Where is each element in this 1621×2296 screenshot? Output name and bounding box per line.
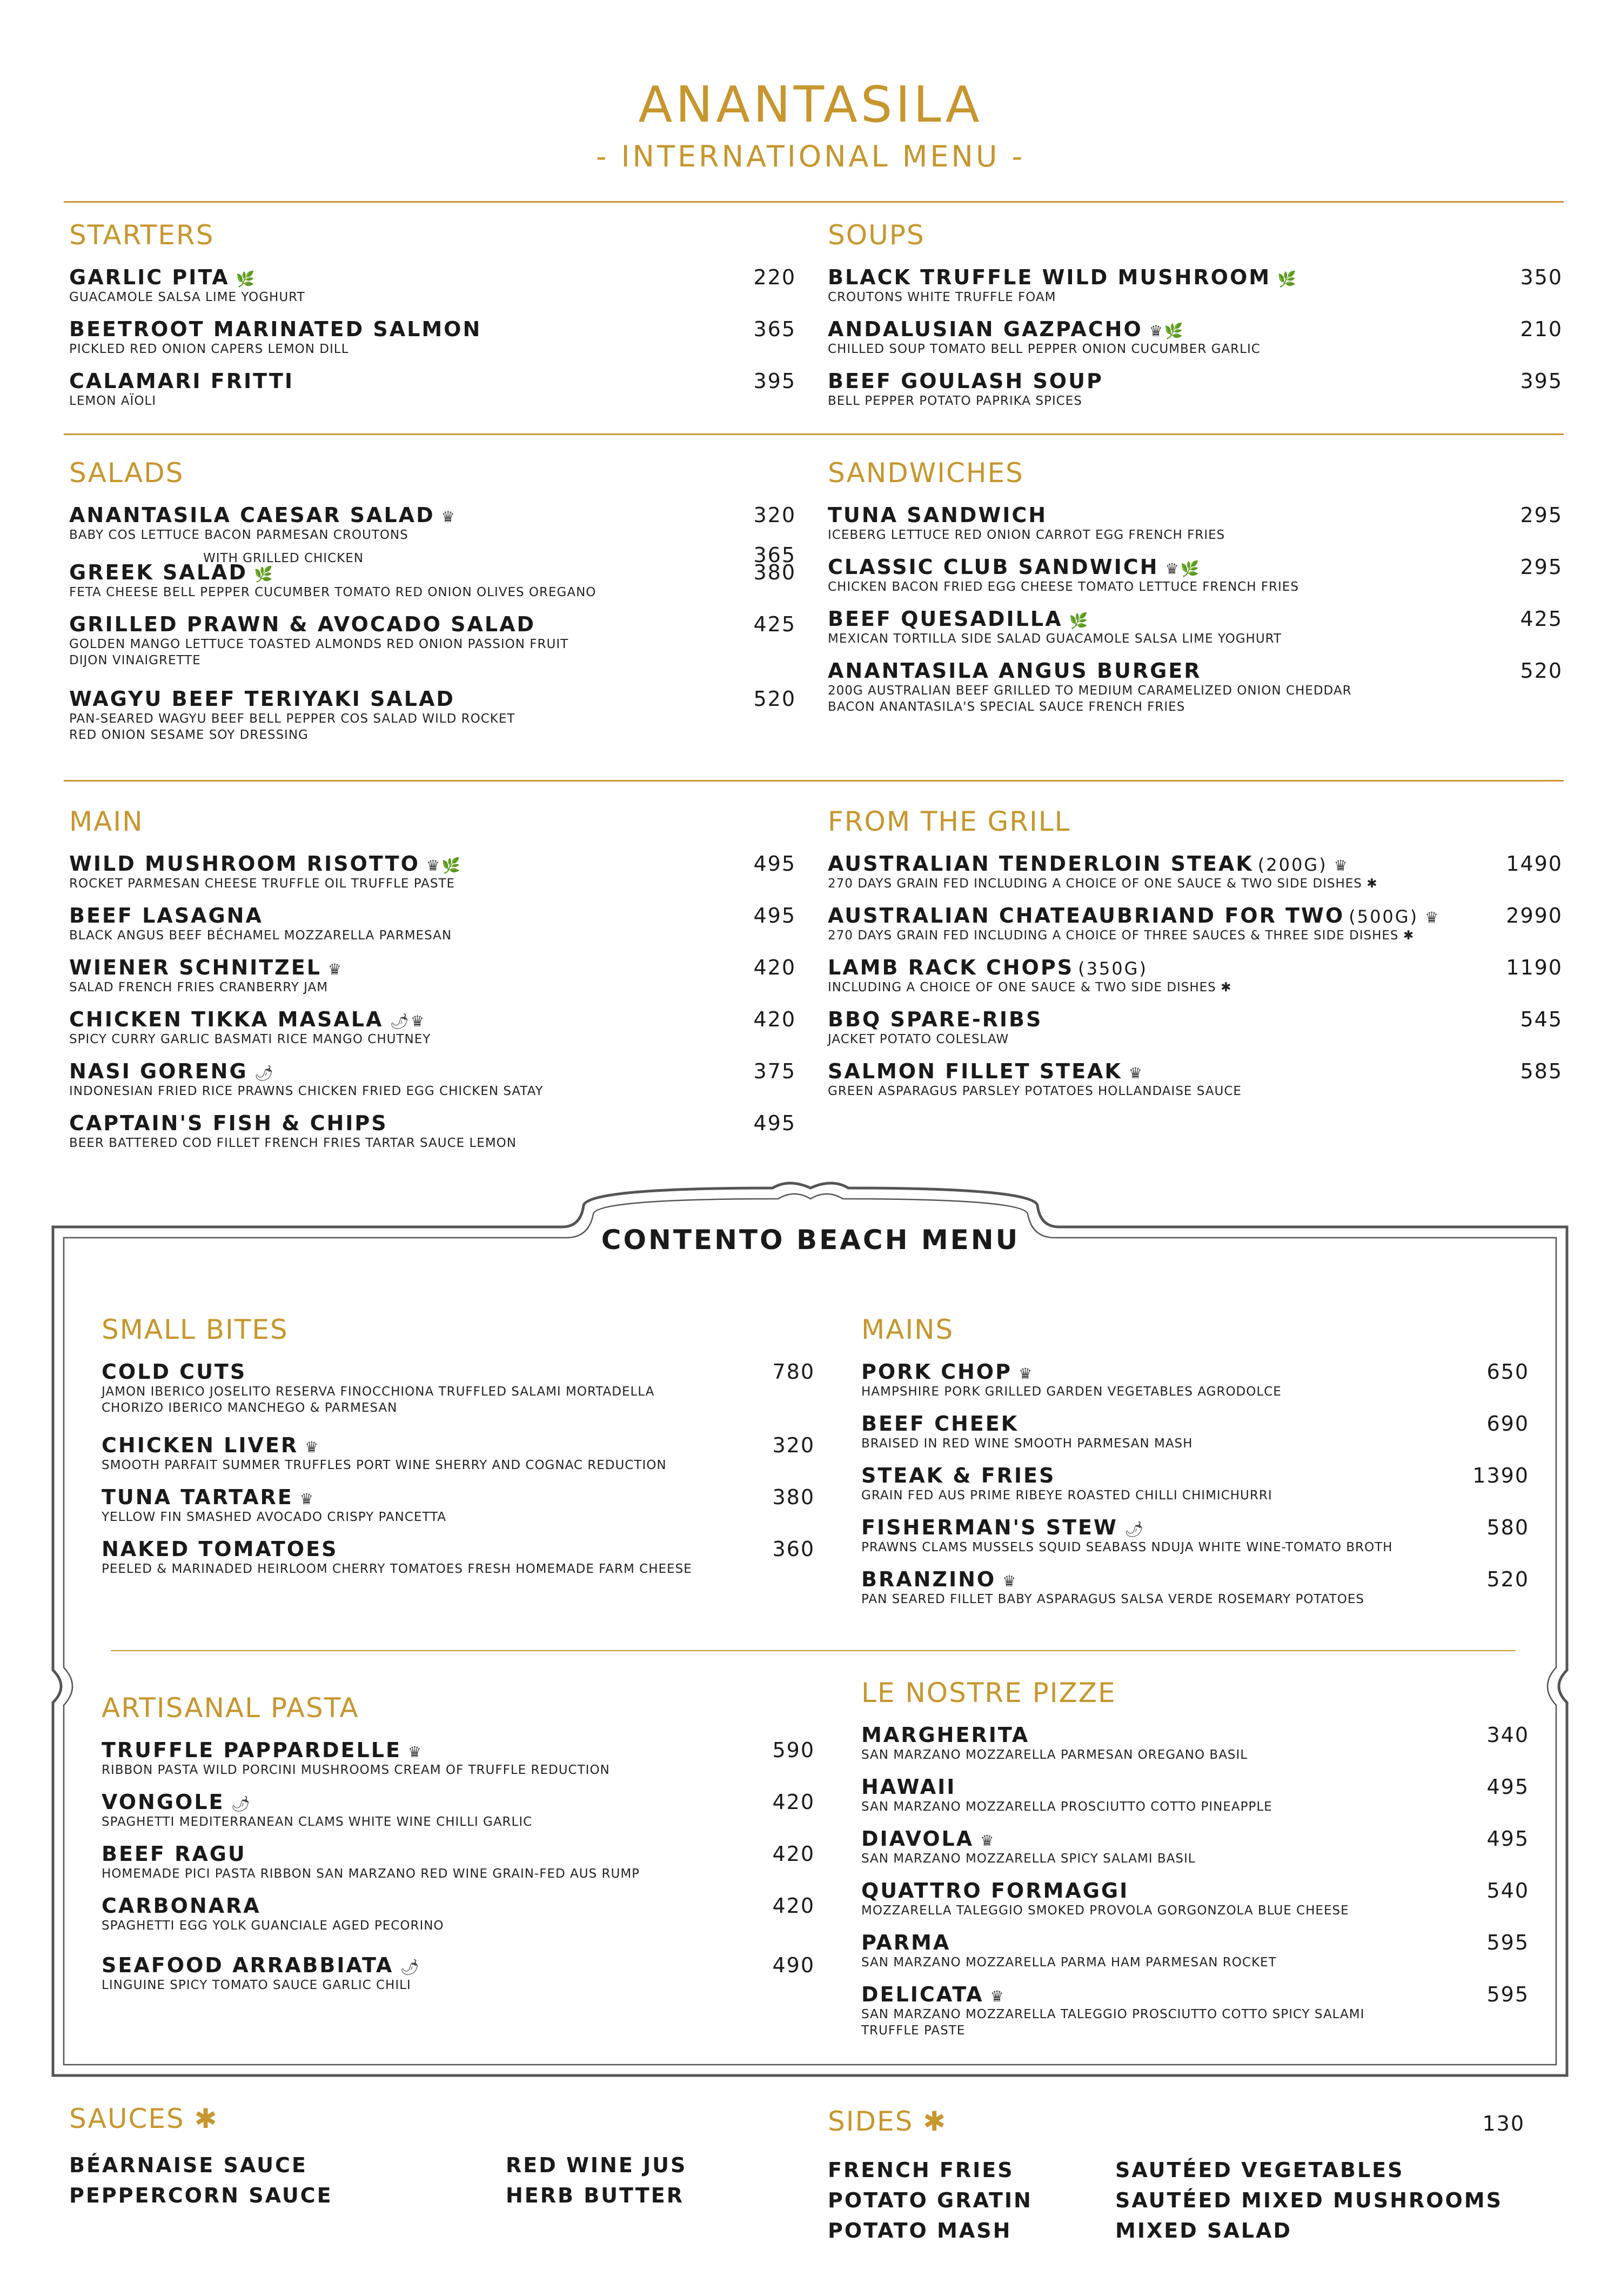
item-name: CALAMARI FRITTI bbox=[69, 369, 294, 393]
item-name: BLACK TRUFFLE WILD MUSHROOM 🌿 bbox=[828, 265, 1298, 289]
pizze-section bbox=[861, 1671, 1529, 2051]
item-name: BEEF RAGU bbox=[102, 1842, 246, 1866]
sides-price: 130 bbox=[1482, 2112, 1525, 2135]
menu-item bbox=[69, 1059, 796, 1111]
menu-item bbox=[102, 1485, 815, 1537]
item-price: 495 bbox=[753, 904, 796, 927]
section-heading: SANDWICHES bbox=[828, 457, 1024, 489]
herb-icon: 🌿 bbox=[254, 565, 274, 583]
list-item: POTATO GRATIN bbox=[828, 2188, 1033, 2212]
menu-item bbox=[861, 1567, 1529, 1619]
sandwiches-section bbox=[828, 451, 1563, 729]
section-heading: LE NOSTRE PIZZE bbox=[861, 1677, 1116, 1708]
item-name: ANANTASILA ANGUS BURGER bbox=[828, 659, 1202, 683]
menu-item bbox=[102, 1738, 815, 1790]
herb-icon: 🌿 bbox=[236, 270, 257, 288]
item-price: 1190 bbox=[1506, 956, 1563, 979]
menu-item bbox=[828, 265, 1563, 317]
chef-hat-icon: ♛ bbox=[305, 1438, 320, 1456]
item-description: CHICKEN BACON FRIED EGG CHEESE TOMATO LETTUCE FRENCH FRIES bbox=[828, 580, 1299, 594]
item-price: 420 bbox=[772, 1790, 815, 1814]
item-name: WILD MUSHROOM RISOTTO ♛🌿 bbox=[69, 852, 462, 876]
item-price: 540 bbox=[1486, 1879, 1529, 1903]
item-description: INCLUDING A CHOICE OF ONE SAUCE & TWO SIDE DISHES ✱ bbox=[828, 980, 1232, 995]
item-description: PAN SEARED FILLET BABY ASPARAGUS SALSA VERDE ROSEMARY POTATOES bbox=[861, 1592, 1364, 1606]
menu-item bbox=[102, 1433, 815, 1485]
item-name: ANDALUSIAN GAZPACHO ♛🌿 bbox=[828, 317, 1185, 341]
menu-item bbox=[69, 687, 796, 757]
chef-herb-icon: ♛🌿 bbox=[1149, 322, 1185, 340]
chili-icon: 🌶 bbox=[254, 1064, 276, 1082]
menu-item bbox=[861, 1723, 1529, 1775]
menu-item bbox=[69, 904, 796, 956]
item-description: GUACAMOLE SALSA LIME YOGHURT bbox=[69, 290, 305, 304]
item-name: TUNA SANDWICH bbox=[828, 503, 1048, 527]
chef-hat-icon: ♛ bbox=[441, 508, 457, 526]
item-name: DELICATA ♛ bbox=[861, 1983, 1006, 2006]
beach-menu-title: CONTENTO BEACH MENU bbox=[601, 1224, 1020, 1256]
item-name: DIAVOLA ♛ bbox=[861, 1827, 996, 1851]
chef-hat-icon: ♛ bbox=[1128, 1064, 1144, 1082]
menu-item bbox=[861, 1516, 1529, 1567]
item-description: DIJON VINAIGRETTE bbox=[69, 653, 201, 668]
item-name: WAGYU BEEF TERIYAKI SALAD bbox=[69, 687, 455, 711]
menu-item bbox=[102, 1953, 815, 2005]
section-heading: SAUCES ✱ bbox=[69, 2103, 218, 2134]
item-price: 320 bbox=[772, 1433, 815, 1457]
chef-hat-icon: ♛ bbox=[1018, 1365, 1034, 1383]
item-name: COLD CUTS bbox=[102, 1360, 247, 1384]
list-item: FRENCH FRIES bbox=[828, 2158, 1014, 2182]
section-heading: FROM THE GRILL bbox=[828, 806, 1071, 837]
item-description: INDONESIAN FRIED RICE PRAWNS CHICKEN FRIED EGG CHICKEN SATAY bbox=[69, 1084, 544, 1098]
item-price: 425 bbox=[753, 612, 796, 636]
item-name: TUNA TARTARE ♛ bbox=[102, 1485, 315, 1509]
divider bbox=[64, 433, 1564, 435]
section-heading: SOUPS bbox=[828, 219, 925, 251]
item-name: FISHERMAN'S STEW 🌶 bbox=[861, 1516, 1146, 1539]
item-description: 270 DAYS GRAIN FED INCLUDING A CHOICE OF THREE SAUCES & THREE SIDE DISHES ✱ bbox=[828, 929, 1415, 943]
grill-section bbox=[828, 800, 1563, 1111]
menu-item bbox=[828, 369, 1563, 421]
item-price: 780 bbox=[772, 1360, 815, 1384]
item-price: 420 bbox=[772, 1842, 815, 1866]
item-price: 595 bbox=[1486, 1931, 1529, 1954]
menu-item bbox=[69, 369, 796, 421]
item-description: BEER BATTERED COD FILLET FRENCH FRIES TARTAR SAUCE LEMON bbox=[69, 1136, 517, 1150]
item-price: 210 bbox=[1520, 317, 1563, 341]
menu-item bbox=[828, 1007, 1563, 1059]
menu-item bbox=[102, 1842, 815, 1894]
item-description: ROCKET PARMESAN CHEESE TRUFFLE OIL TRUFFLE PASTE bbox=[69, 877, 456, 891]
chili-chef-icon: 🌶♛ bbox=[390, 1012, 426, 1030]
item-price: 380 bbox=[772, 1485, 815, 1509]
item-name: HAWAII bbox=[861, 1775, 956, 1799]
item-name: QUATTRO FORMAGGI bbox=[861, 1879, 1129, 1903]
menu-item bbox=[69, 1111, 796, 1163]
item-description: BACON ANANTASILA'S SPECIAL SAUCE FRENCH FRIES bbox=[828, 700, 1185, 714]
item-description: SPAGHETTI MEDITERRANEAN CLAMS WHITE WINE CHILLI GARLIC bbox=[102, 1815, 533, 1829]
item-price: 295 bbox=[1520, 555, 1563, 579]
menu-item bbox=[861, 1775, 1529, 1827]
item-price: 495 bbox=[1486, 1827, 1529, 1851]
menu-item bbox=[828, 852, 1563, 904]
item-description: SAN MARZANO MOZZARELLA TALEGGIO PROSCIUTTO COTTO SPICY SALAMI bbox=[861, 2007, 1365, 2021]
item-price: 1390 bbox=[1472, 1464, 1529, 1487]
item-name: MARGHERITA bbox=[861, 1723, 1030, 1747]
chef-hat-icon: ♛ bbox=[299, 1490, 315, 1508]
item-name: NASI GORENG 🌶 bbox=[69, 1059, 276, 1083]
item-description: BLACK ANGUS BEEF BÉCHAMEL MOZZARELLA PARMESAN bbox=[69, 929, 452, 943]
item-price: 690 bbox=[1486, 1412, 1529, 1436]
item-price: 295 bbox=[1520, 503, 1563, 527]
item-description: 200G AUSTRALIAN BEEF GRILLED TO MEDIUM CARAMELIZED ONION CHEDDAR bbox=[828, 684, 1352, 698]
main-section bbox=[69, 800, 796, 1163]
menu-item bbox=[69, 317, 796, 369]
menu-item bbox=[828, 904, 1563, 956]
item-price: 395 bbox=[1520, 369, 1563, 393]
item-name: LAMB RACK CHOPS (350G) bbox=[828, 956, 1148, 979]
item-description: SMOOTH PARFAIT SUMMER TRUFFLES PORT WINE SHERRY AND COGNAC REDUCTION bbox=[102, 1458, 667, 1472]
item-description: SAN MARZANO MOZZARELLA PARMA HAM PARMESAN ROCKET bbox=[861, 1955, 1277, 1970]
item-description: FETA CHEESE BELL PEPPER CUCUMBER TOMATO RED ONION OLIVES OREGANO bbox=[69, 585, 597, 599]
chef-hat-icon: ♛ bbox=[1002, 1572, 1018, 1590]
item-name: SALMON FILLET STEAK ♛ bbox=[828, 1059, 1144, 1083]
menu-item bbox=[828, 956, 1563, 1007]
item-price: 545 bbox=[1520, 1007, 1563, 1031]
chef-hat-icon: ♛ bbox=[327, 960, 344, 978]
item-price: 495 bbox=[753, 1111, 796, 1135]
item-option: WITH GRILLED CHICKEN bbox=[203, 551, 364, 565]
menu-item bbox=[861, 1412, 1529, 1464]
item-price: 365 bbox=[753, 317, 796, 341]
menu-item bbox=[69, 956, 796, 1007]
item-description: 270 DAYS GRAIN FED INCLUDING A CHOICE OF ONE SAUCE & TWO SIDE DISHES ✱ bbox=[828, 877, 1378, 891]
item-description: HOMEMADE PICI PASTA RIBBON SAN MARZANO RED WINE GRAIN-FED AUS RUMP bbox=[102, 1867, 640, 1881]
item-description: RED ONION SESAME SOY DRESSING bbox=[69, 728, 309, 742]
sauces-section bbox=[69, 2097, 796, 2211]
item-price: 395 bbox=[753, 369, 796, 393]
list-item: SAUTÉED VEGETABLES bbox=[1115, 2158, 1404, 2182]
item-description: SPICY CURRY GARLIC BASMATI RICE MANGO CHUTNEY bbox=[69, 1032, 431, 1046]
item-name: GREEK SALAD 🌿 bbox=[69, 560, 274, 584]
item-description: TRUFFLE PASTE bbox=[861, 2024, 966, 2038]
item-name: SEAFOOD ARRABBIATA 🌶 bbox=[102, 1953, 421, 1977]
item-price: 380 bbox=[753, 560, 796, 584]
item-name: GRILLED PRAWN & AVOCADO SALAD bbox=[69, 612, 536, 636]
menu-item bbox=[861, 1827, 1529, 1879]
salads-section bbox=[69, 451, 796, 757]
item-description: YELLOW FIN SMASHED AVOCADO CRISPY PANCETTA bbox=[102, 1510, 447, 1524]
item-name: CHICKEN TIKKA MASALA 🌶♛ bbox=[69, 1007, 426, 1031]
pasta-section bbox=[102, 1686, 815, 2005]
menu-item bbox=[102, 1894, 815, 1953]
item-description: LINGUINE SPICY TOMATO SAUCE GARLIC CHILI bbox=[102, 1978, 411, 1992]
item-description: BRAISED IN RED WINE SMOOTH PARMESAN MASH bbox=[861, 1437, 1193, 1451]
item-description: CHORIZO IBERICO MANCHEGO & PARMESAN bbox=[102, 1401, 398, 1415]
list-item: SAUTÉED MIXED MUSHROOMS bbox=[1115, 2188, 1503, 2212]
item-description: PICKLED RED ONION CAPERS LEMON DILL bbox=[69, 342, 349, 356]
item-description: SAN MARZANO MOZZARELLA SPICY SALAMI BASIL bbox=[861, 1852, 1196, 1866]
item-name: NAKED TOMATOES bbox=[102, 1537, 338, 1561]
menu-subtitle: - INTERNATIONAL MENU - bbox=[595, 139, 1026, 173]
item-price: 520 bbox=[753, 687, 796, 711]
item-weight: (500G) bbox=[1349, 906, 1419, 927]
chef-herb-icon: ♛🌿 bbox=[426, 857, 462, 875]
item-price: 595 bbox=[1486, 1983, 1529, 2006]
menu-item bbox=[828, 1059, 1563, 1111]
item-description: CROUTONS WHITE TRUFFLE FOAM bbox=[828, 290, 1056, 304]
item-name: AUSTRALIAN CHATEAUBRIAND FOR TWO (500G) ♛ bbox=[828, 904, 1441, 927]
item-name: GARLIC PITA 🌿 bbox=[69, 265, 257, 289]
chili-icon: 🌶 bbox=[1124, 1520, 1146, 1538]
item-price: 340 bbox=[1486, 1723, 1529, 1747]
item-price: 495 bbox=[753, 852, 796, 876]
item-description: PAN-SEARED WAGYU BEEF BELL PEPPER COS SALAD WILD ROCKET bbox=[69, 712, 515, 726]
item-description: PRAWNS CLAMS MUSSELS SQUID SEABASS NDUJA WHITE WINE-TOMATO BROTH bbox=[861, 1540, 1393, 1554]
list-item: POTATO MASH bbox=[828, 2219, 1012, 2242]
item-name: PORK CHOP ♛ bbox=[861, 1360, 1034, 1384]
list-item: HERB BUTTER bbox=[506, 2184, 684, 2207]
small-bites-section bbox=[102, 1308, 815, 1589]
item-name: CLASSIC CLUB SANDWICH ♛🌿 bbox=[828, 555, 1201, 579]
chef-hat-icon: ♛ bbox=[980, 1832, 996, 1850]
item-name: BEETROOT MARINATED SALMON bbox=[69, 317, 482, 341]
section-heading: SALADS bbox=[69, 457, 184, 489]
sides-section bbox=[828, 2100, 1563, 2246]
item-name: TRUFFLE PAPPARDELLE ♛ bbox=[102, 1738, 424, 1762]
beach-mains-section bbox=[861, 1308, 1529, 1619]
item-description: CHILLED SOUP TOMATO BELL PEPPER ONION CUCUMBER GARLIC bbox=[828, 342, 1261, 356]
item-description: SAN MARZANO MOZZARELLA PARMESAN OREGANO BASIL bbox=[861, 1748, 1248, 1762]
list-item: MIXED SALAD bbox=[1115, 2219, 1292, 2242]
item-name: STEAK & FRIES bbox=[861, 1464, 1056, 1487]
item-description: SPAGHETTI EGG YOLK GUANCIALE AGED PECORINO bbox=[102, 1919, 444, 1933]
menu-item bbox=[102, 1537, 815, 1589]
starters-section bbox=[69, 213, 796, 421]
item-price: 520 bbox=[1486, 1567, 1529, 1591]
item-description: GREEN ASPARAGUS PARSLEY POTATOES HOLLANDAISE SAUCE bbox=[828, 1084, 1242, 1098]
chili-icon: 🌶 bbox=[400, 1958, 421, 1976]
item-name: BEEF CHEEK bbox=[861, 1412, 1019, 1436]
section-heading: MAIN bbox=[69, 806, 144, 837]
item-description: GRAIN FED AUS PRIME RIBEYE ROASTED CHILLI CHIMICHURRI bbox=[861, 1489, 1272, 1503]
herb-icon: 🌿 bbox=[1069, 612, 1090, 630]
item-price: 375 bbox=[753, 1059, 796, 1083]
menu-item bbox=[102, 1790, 815, 1842]
sauce-list bbox=[69, 2150, 506, 2211]
list-item: RED WINE JUS bbox=[506, 2153, 687, 2177]
item-name: BEEF LASAGNA bbox=[69, 904, 263, 927]
item-price: 350 bbox=[1520, 265, 1563, 289]
item-price: 425 bbox=[1520, 607, 1563, 631]
item-price: 420 bbox=[753, 1007, 796, 1031]
item-name: BEEF QUESADILLA 🌿 bbox=[828, 607, 1090, 631]
item-weight: (200G) bbox=[1257, 855, 1328, 875]
section-heading: SMALL BITES bbox=[102, 1314, 289, 1345]
menu-item bbox=[828, 659, 1563, 729]
item-name: CARBONARA bbox=[102, 1894, 261, 1918]
item-name: CAPTAIN'S FISH & CHIPS bbox=[69, 1111, 388, 1135]
item-name: PARMA bbox=[861, 1931, 951, 1954]
menu-item bbox=[828, 607, 1563, 659]
item-weight: (350G) bbox=[1078, 958, 1148, 979]
item-price: 495 bbox=[1486, 1775, 1529, 1799]
item-description: GOLDEN MANGO LETTUCE TOASTED ALMONDS RED ONION PASSION FRUIT bbox=[69, 637, 569, 651]
item-description: HAMPSHIRE PORK GRILLED GARDEN VEGETABLES AGRODOLCE bbox=[861, 1385, 1282, 1399]
menu-item bbox=[828, 503, 1563, 555]
item-name: WIENER SCHNITZEL ♛ bbox=[69, 956, 344, 979]
menu-item bbox=[69, 612, 796, 687]
chef-hat-icon: ♛ bbox=[1425, 909, 1441, 926]
menu-title: ANANTASILA bbox=[638, 76, 983, 134]
menu-item bbox=[828, 555, 1563, 607]
menu-item bbox=[861, 1360, 1529, 1412]
item-description: MOZZARELLA TALEGGIO SMOKED PROVOLA GORGONZOLA BLUE CHEESE bbox=[861, 1904, 1349, 1918]
item-description: BELL PEPPER POTATO PAPRIKA SPICES bbox=[828, 394, 1082, 408]
item-name: CHICKEN LIVER ♛ bbox=[102, 1433, 320, 1457]
item-name: BRANZINO ♛ bbox=[861, 1567, 1018, 1591]
divider bbox=[64, 201, 1564, 203]
side-list bbox=[1115, 2155, 1503, 2246]
list-item: BÉARNAISE SAUCE bbox=[69, 2153, 307, 2177]
menu-item bbox=[861, 1983, 1529, 2051]
item-description: RIBBON PASTA WILD PORCINI MUSHROOMS CREAM OF TRUFFLE REDUCTION bbox=[102, 1763, 610, 1777]
menu-item bbox=[828, 317, 1563, 369]
divider bbox=[64, 780, 1564, 782]
item-description: BABY COS LETTUCE BACON PARMESAN CROUTONS bbox=[69, 528, 408, 542]
item-name: BEEF GOULASH SOUP bbox=[828, 369, 1103, 393]
herb-icon: 🌿 bbox=[1277, 270, 1298, 288]
menu-item bbox=[69, 1007, 796, 1059]
item-description: SALAD FRENCH FRIES CRANBERRY JAM bbox=[69, 980, 329, 995]
item-description: MEXICAN TORTILLA SIDE SALAD GUACAMOLE SALSA LIME YOGHURT bbox=[828, 632, 1282, 646]
chef-hat-icon: ♛ bbox=[990, 1987, 1006, 2005]
item-price: 2990 bbox=[1506, 904, 1563, 927]
item-price: 590 bbox=[772, 1738, 815, 1762]
item-option-price: 365 bbox=[753, 543, 796, 567]
item-description: LEMON AÏOLI bbox=[69, 394, 157, 408]
menu-item bbox=[69, 503, 796, 567]
menu-item bbox=[69, 265, 796, 317]
sauce-list bbox=[506, 2150, 687, 2211]
item-price: 490 bbox=[772, 1953, 815, 1977]
item-price: 420 bbox=[753, 956, 796, 979]
menu-item bbox=[102, 1360, 815, 1433]
chef-hat-icon: ♛ bbox=[1334, 857, 1349, 875]
item-price: 360 bbox=[772, 1537, 815, 1561]
item-price: 320 bbox=[753, 503, 796, 527]
menu-item bbox=[861, 1931, 1529, 1983]
item-name: BBQ SPARE-RIBS bbox=[828, 1007, 1043, 1031]
soups-section bbox=[828, 213, 1563, 421]
section-heading: STARTERS bbox=[69, 219, 215, 251]
item-name: AUSTRALIAN TENDERLOIN STEAK (200G) ♛ bbox=[828, 852, 1349, 876]
menu-item bbox=[861, 1464, 1529, 1516]
section-heading: ARTISANAL PASTA bbox=[102, 1692, 359, 1724]
item-price: 585 bbox=[1520, 1059, 1563, 1083]
item-price: 650 bbox=[1486, 1360, 1529, 1384]
item-description: PEELED & MARINADED HEIRLOOM CHERRY TOMATOES FRESH HOMEMADE FARM CHEESE bbox=[102, 1562, 692, 1576]
chef-herb-icon: ♛🌿 bbox=[1165, 560, 1201, 578]
item-price: 520 bbox=[1520, 659, 1563, 683]
menu-item bbox=[69, 560, 796, 612]
item-description: JAMON IBERICO JOSELITO RESERVA FINOCCHIONA TRUFFLED SALAMI MORTADELLA bbox=[102, 1385, 655, 1399]
chili-icon: 🌶 bbox=[231, 1795, 252, 1813]
item-price: 220 bbox=[753, 265, 796, 289]
item-price: 580 bbox=[1486, 1516, 1529, 1539]
item-name: ANANTASILA CAESAR SALAD ♛ bbox=[69, 503, 457, 527]
item-description: SAN MARZANO MOZZARELLA PROSCIUTTO COTTO PINEAPPLE bbox=[861, 1800, 1272, 1814]
item-price: 1490 bbox=[1506, 852, 1563, 876]
list-item: PEPPERCORN SAUCE bbox=[69, 2184, 333, 2207]
chef-hat-icon: ♛ bbox=[407, 1743, 424, 1761]
item-description: ICEBERG LETTUCE RED ONION CARROT EGG FRENCH FRIES bbox=[828, 528, 1225, 542]
item-description: JACKET POTATO COLESLAW bbox=[828, 1032, 1009, 1046]
item-price: 420 bbox=[772, 1894, 815, 1918]
section-heading: MAINS bbox=[861, 1314, 954, 1345]
divider bbox=[111, 1650, 1516, 1651]
item-name: VONGOLE 🌶 bbox=[102, 1790, 252, 1814]
menu-item bbox=[861, 1879, 1529, 1931]
section-heading: SIDES ✱ bbox=[828, 2106, 947, 2137]
side-list bbox=[828, 2155, 1115, 2246]
menu-item bbox=[69, 852, 796, 904]
